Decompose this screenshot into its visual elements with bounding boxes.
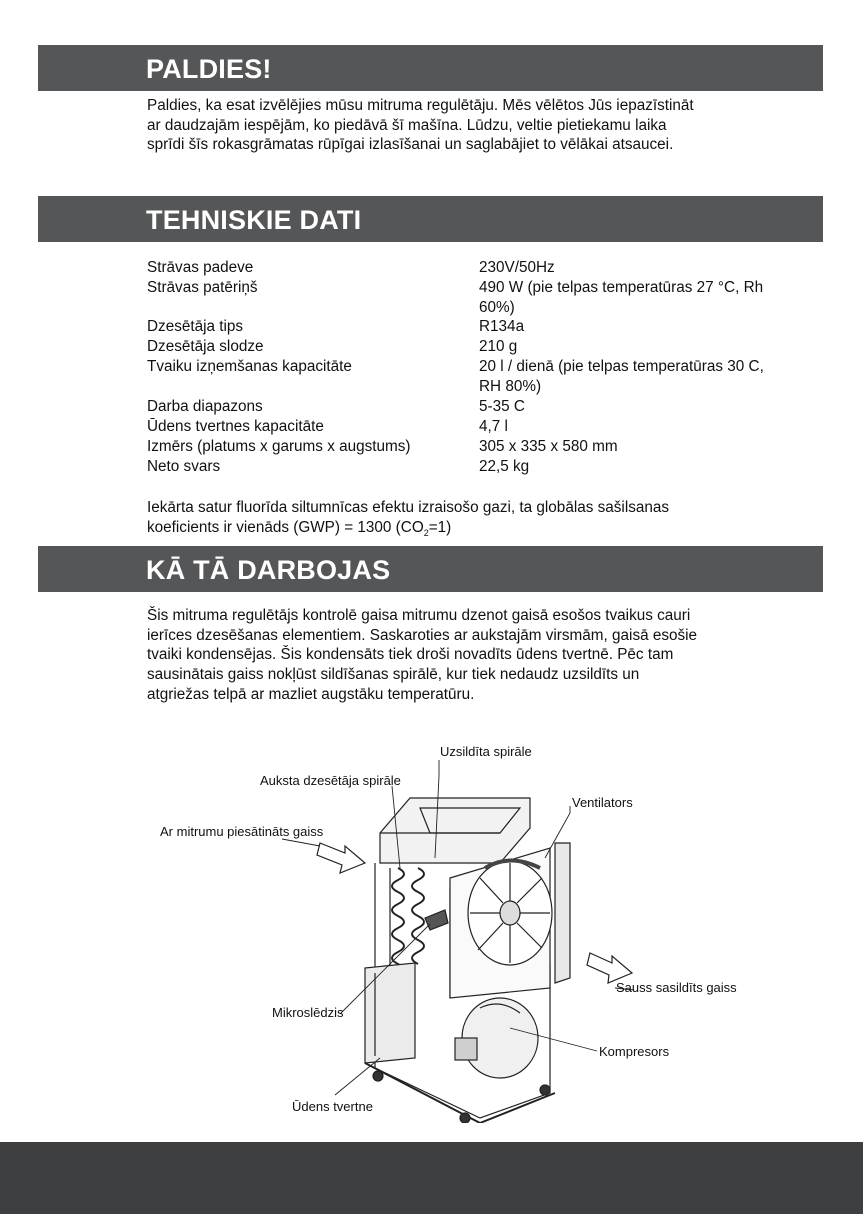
how-line: Šis mitruma regulētājs kontrolē gaisa mitrumu dzenot gaisā esošos tvaikus cauri bbox=[147, 607, 691, 624]
spec-label: Darba diapazons bbox=[147, 398, 263, 415]
spec-label: Ūdens tvertnes kapacitāte bbox=[147, 418, 324, 435]
spec-label: Neto svars bbox=[147, 458, 221, 475]
spec-value: R134a bbox=[479, 318, 525, 335]
gwp-note-text: koeficients ir vienāds (GWP) = 1300 (CO bbox=[147, 518, 424, 536]
spec-value: 22,5 kg bbox=[479, 458, 530, 475]
gwp-note-text: =1) bbox=[428, 518, 452, 536]
section-band-thanks bbox=[38, 45, 823, 91]
how-line: atgriežas telpā ar mazliet augstāku temperatūru. bbox=[147, 685, 475, 703]
gwp-note-line bbox=[147, 518, 827, 544]
label-water-tank: Ūdens tvertne bbox=[292, 1099, 373, 1114]
section-band-specs bbox=[38, 196, 823, 242]
dehumidifier-diagram bbox=[150, 738, 770, 1123]
label-humid-air: Ar mitrumu piesātināts gaiss bbox=[160, 824, 324, 839]
spec-value: 230V/50Hz bbox=[479, 259, 555, 276]
spec-value: 210 g bbox=[479, 338, 518, 355]
how-line: sausinātais gaiss nokļūst sildīšanas spirālē, kur tiek nedaudz uzsildīts un bbox=[147, 666, 640, 684]
section-heading-how: KĀ TĀ DARBOJAS bbox=[146, 555, 391, 585]
label-fan: Ventilators bbox=[572, 795, 633, 810]
how-line: ierīces dzesēšanas elementiem. Saskaroties ar aukstajām virsmām, gaisā esošie bbox=[147, 626, 698, 644]
spec-value: 5-35 C bbox=[479, 398, 525, 415]
gwp-note bbox=[147, 498, 827, 543]
spec-value: 490 W (pie telpas temperatūras 27 °C, Rh 60%) bbox=[479, 279, 764, 316]
thanks-line: Paldies, ka esat izvēlējies mūsu mitruma regulētāju. Mēs vēlētos Jūs iepazīstināt bbox=[147, 97, 694, 114]
thanks-line: sprīdi šīs rokasgrāmatas rūpīgai izlasīšanai un saglabājiet to vēlākai atsaucei. bbox=[147, 136, 674, 154]
spec-label: Izmērs (platums x garums x augstums) bbox=[147, 438, 411, 455]
label-compressor: Kompresors bbox=[599, 1044, 670, 1059]
page-footer-band bbox=[0, 1142, 863, 1214]
spec-value: 305 x 335 x 580 mm bbox=[479, 438, 618, 455]
spec-label: Dzesētāja slodze bbox=[147, 338, 264, 355]
spec-label: Strāvas padeve bbox=[147, 259, 254, 276]
label-cold-coil: Auksta dzesētāja spirāle bbox=[260, 773, 401, 788]
spec-label: Strāvas patēriņš bbox=[147, 279, 258, 296]
section-heading-specs: TEHNISKIE DATI bbox=[146, 205, 362, 235]
section-heading-thanks: PALDIES! bbox=[146, 54, 272, 84]
gwp-note-subscript: 2 bbox=[423, 527, 429, 538]
spec-label: Tvaiku izņemšanas kapacitāte bbox=[147, 358, 352, 375]
gwp-note-line: Iekārta satur fluorīda siltumnīcas efektu izraisošo gazi, ta globālas sašilsanas bbox=[147, 499, 670, 516]
how-line: tvaiki kondensējas. Šis kondensāts tiek droši novadīts ūdens tvertnē. Pēc tam bbox=[147, 646, 674, 664]
label-heated-coil: Uzsildīta spirāle bbox=[440, 744, 532, 759]
thanks-line: ar daudzajām iespējām, ko piedāvā šī mašīna. Lūdzu, veltie pietiekamu laika bbox=[147, 116, 667, 134]
label-microswitch: Mikroslēdzis bbox=[272, 1005, 344, 1020]
section-band-how bbox=[38, 546, 823, 592]
spec-value: 20 l / dienā (pie telpas temperatūras 30 C, RH 80%) bbox=[479, 358, 764, 395]
spec-value: 4,7 l bbox=[479, 418, 508, 435]
how-paragraph bbox=[147, 606, 827, 705]
thanks-paragraph bbox=[147, 96, 827, 155]
label-dry-air: Sauss sasildīts gaiss bbox=[616, 980, 737, 995]
spec-label: Dzesētāja tips bbox=[147, 318, 244, 335]
